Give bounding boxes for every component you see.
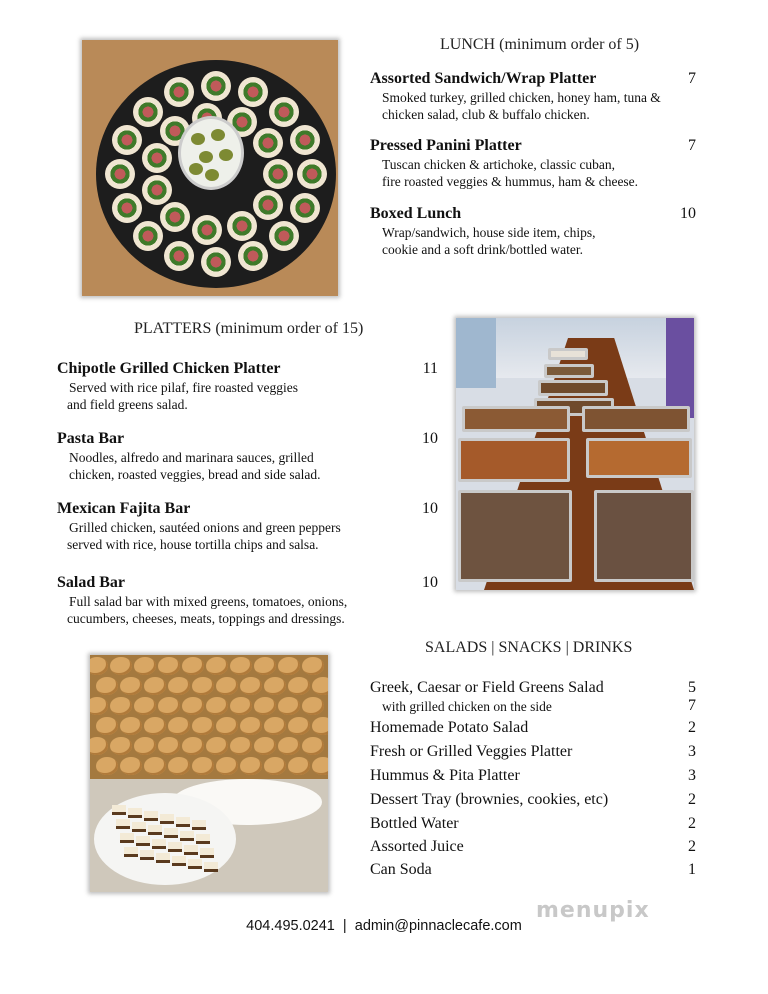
description-line: fire roasted veggies & hummus, ham & cheese. [382, 174, 639, 189]
description-line: chicken, roasted veggies, bread and side salad. [69, 467, 321, 482]
cookie [264, 677, 286, 695]
cookie [206, 657, 228, 675]
menu-item-description [69, 593, 347, 627]
dessert-bar [172, 856, 186, 866]
menu-item-description [382, 156, 638, 190]
cookie [96, 677, 118, 695]
cookie [264, 717, 286, 735]
cookie [288, 677, 310, 695]
wrap-roll [290, 193, 320, 223]
cookie [288, 757, 310, 775]
dessert-bar [124, 847, 138, 857]
menu-item-price: 10 [422, 430, 438, 447]
platters-heading: PLATTERS (minimum order of 15) [134, 320, 364, 337]
menu-item-description [69, 519, 341, 553]
menu-item-price: 7 [688, 137, 696, 154]
cookie [120, 677, 142, 695]
cookie [110, 737, 132, 755]
cookie [302, 657, 324, 675]
olive-bowl [178, 116, 244, 190]
description-line: Tuscan chicken & artichoke, classic cuban, [382, 157, 616, 172]
snack-item-name: with grilled chicken on the side [382, 699, 552, 714]
cookie [168, 717, 190, 735]
wrap-roll [290, 125, 320, 155]
wrap-roll [112, 193, 142, 223]
food-pan [594, 490, 694, 582]
cookie [158, 697, 180, 715]
olive [199, 151, 213, 163]
dessert-bar [156, 853, 170, 863]
menu-item-price: 11 [422, 360, 438, 377]
cookie [120, 717, 142, 735]
cookie [158, 737, 180, 755]
cookie [216, 757, 238, 775]
cookie [168, 677, 190, 695]
snack-item-price: 2 [688, 838, 696, 855]
cookie [110, 697, 132, 715]
cookie [134, 737, 156, 755]
snack-item-price: 2 [688, 719, 696, 736]
description-line: Served with rice pilaf, fire roasted veggies [69, 380, 299, 395]
dessert-bar [144, 811, 158, 821]
snacks-heading: SALADS | SNACKS | DRINKS [425, 639, 633, 656]
cookie [144, 717, 166, 735]
dessert-bar [200, 848, 214, 858]
snack-item-name: Bottled Water [370, 815, 459, 832]
wrap-platter-photo [82, 40, 338, 296]
menu-item-name: Pressed Panini Platter [370, 137, 522, 154]
wrap-roll [133, 97, 163, 127]
wrap-roll [253, 190, 283, 220]
snack-item-price: 1 [688, 861, 696, 878]
description-line: Noodles, alfredo and marinara sauces, grilled [69, 450, 314, 465]
cookie [288, 717, 310, 735]
food-pan [458, 438, 570, 482]
food-pan [582, 406, 690, 432]
snack-item-name: Assorted Juice [370, 838, 464, 855]
dessert-bar [160, 814, 174, 824]
cookie [144, 757, 166, 775]
description-line: Wrap/sandwich, house side item, chips, [382, 225, 596, 240]
snack-item-price: 3 [688, 767, 696, 784]
snack-item-price: 2 [688, 815, 696, 832]
cookie [134, 657, 156, 675]
cookie [254, 737, 276, 755]
wrap-roll [105, 159, 135, 189]
dessert-bar [168, 842, 182, 852]
cookie [240, 677, 262, 695]
dessert-bar [196, 834, 210, 844]
description-line: and field greens salad. [67, 397, 188, 412]
wrap-roll [297, 159, 327, 189]
dessert-bar [136, 836, 150, 846]
menu-item-name: Pasta Bar [57, 430, 125, 447]
menu-item-description [69, 379, 298, 413]
description-line: Smoked turkey, grilled chicken, honey ham, tuna & [382, 90, 661, 105]
cookie [206, 737, 228, 755]
contact-footer: 404.495.0241 | admin@pinnaclecafe.com [246, 918, 522, 934]
menu-item-description [382, 89, 661, 123]
cookie [230, 697, 252, 715]
cookie [230, 657, 252, 675]
dessert-bar [116, 819, 130, 829]
wrap-roll [238, 241, 268, 271]
food-pan [548, 348, 588, 360]
cookie [144, 677, 166, 695]
snack-item-name: Homemade Potato Salad [370, 719, 529, 736]
menu-item-price: 10 [422, 574, 438, 591]
cookie [96, 757, 118, 775]
snack-item-name: Dessert Tray (brownies, cookies, etc) [370, 791, 609, 808]
dessert-bar [132, 822, 146, 832]
food-pan [458, 490, 572, 582]
cookie [302, 737, 324, 755]
wrap-roll [269, 97, 299, 127]
wrap-roll [227, 211, 257, 241]
dessert-bar [120, 833, 134, 843]
cookie [278, 697, 300, 715]
cookie [254, 697, 276, 715]
cookie [110, 657, 132, 675]
menu-item-name: Assorted Sandwich/Wrap Platter [370, 70, 597, 87]
cookie [216, 717, 238, 735]
menu-item-name: Boxed Lunch [370, 205, 462, 222]
dessert-bar [176, 817, 190, 827]
cookie [158, 657, 180, 675]
snack-item-price: 5 [688, 679, 696, 696]
wrap-roll [164, 241, 194, 271]
food-pan [538, 380, 608, 396]
olive [205, 169, 219, 181]
dessert-bar [140, 850, 154, 860]
menu-item-price: 10 [422, 500, 438, 517]
cookie [192, 717, 214, 735]
cookie [230, 737, 252, 755]
food-pan [462, 406, 570, 432]
snack-item-name: Fresh or Grilled Veggies Platter [370, 743, 573, 760]
wrap-roll [142, 175, 172, 205]
dessert-bar [128, 808, 142, 818]
room-window [456, 318, 496, 388]
cookie [182, 657, 204, 675]
description-line: served with rice, house tortilla chips and salsa. [67, 537, 319, 552]
menu-item-price: 10 [680, 205, 696, 222]
dessert-bar [112, 805, 126, 815]
menu-item-description [69, 449, 321, 483]
wrap-roll [263, 159, 293, 189]
menu-item-name: Chipotle Grilled Chicken Platter [57, 360, 281, 377]
cookie [278, 657, 300, 675]
snack-item-name: Can Soda [370, 861, 432, 878]
description-line: cucumbers, cheeses, meats, toppings and dressings. [67, 611, 345, 626]
dessert-bar [152, 839, 166, 849]
olive [189, 163, 203, 175]
olive [211, 129, 225, 141]
description-line: cookie and a soft drink/bottled water. [382, 242, 583, 257]
wrap-roll [201, 71, 231, 101]
cookie [312, 677, 328, 695]
cookie [96, 717, 118, 735]
cookie [182, 697, 204, 715]
cookie [312, 717, 328, 735]
olive [219, 149, 233, 161]
dessert-bar [148, 825, 162, 835]
menu-item-name: Salad Bar [57, 574, 126, 591]
purple-wall [666, 318, 694, 418]
snack-item-name: Greek, Caesar or Field Greens Salad [370, 679, 604, 696]
cookie [240, 757, 262, 775]
cookie [134, 697, 156, 715]
menu-item-description [382, 224, 596, 258]
cookie [216, 677, 238, 695]
cookie [302, 697, 324, 715]
cookie-tray-photo [90, 655, 328, 892]
lunch-heading: LUNCH (minimum order of 5) [440, 36, 640, 53]
dessert-bar [192, 820, 206, 830]
cookie [240, 717, 262, 735]
snack-item-price: 2 [688, 791, 696, 808]
cookie [312, 757, 328, 775]
cookie [264, 757, 286, 775]
menu-item-price: 7 [688, 70, 696, 87]
description-line: chicken salad, club & buffalo chicken. [382, 107, 590, 122]
cookie [192, 677, 214, 695]
cookie [192, 757, 214, 775]
dessert-bar [180, 831, 194, 841]
cookie [168, 757, 190, 775]
cookie [182, 737, 204, 755]
snack-item-price: 3 [688, 743, 696, 760]
food-pan [544, 364, 594, 378]
dessert-bar [204, 862, 218, 872]
description-line: Full salad bar with mixed greens, tomatoes, onions, [69, 594, 348, 609]
food-pan [586, 438, 692, 478]
description-line: Grilled chicken, sautéed onions and green peppers [69, 520, 341, 535]
menupix-watermark: menupix [536, 898, 650, 923]
dessert-bar [188, 859, 202, 869]
buffet-tables-photo [456, 318, 694, 590]
menu-item-name: Mexican Fajita Bar [57, 500, 191, 517]
cookie [206, 697, 228, 715]
cookie [120, 757, 142, 775]
cookie [254, 657, 276, 675]
wrap-roll [142, 143, 172, 173]
olive [191, 133, 205, 145]
cookie [278, 737, 300, 755]
dessert-bar [164, 828, 178, 838]
snack-item-price: 7 [688, 697, 696, 714]
dessert-bar [184, 845, 198, 855]
snack-item-name: Hummus & Pita Platter [370, 767, 520, 784]
wrap-roll [238, 77, 268, 107]
